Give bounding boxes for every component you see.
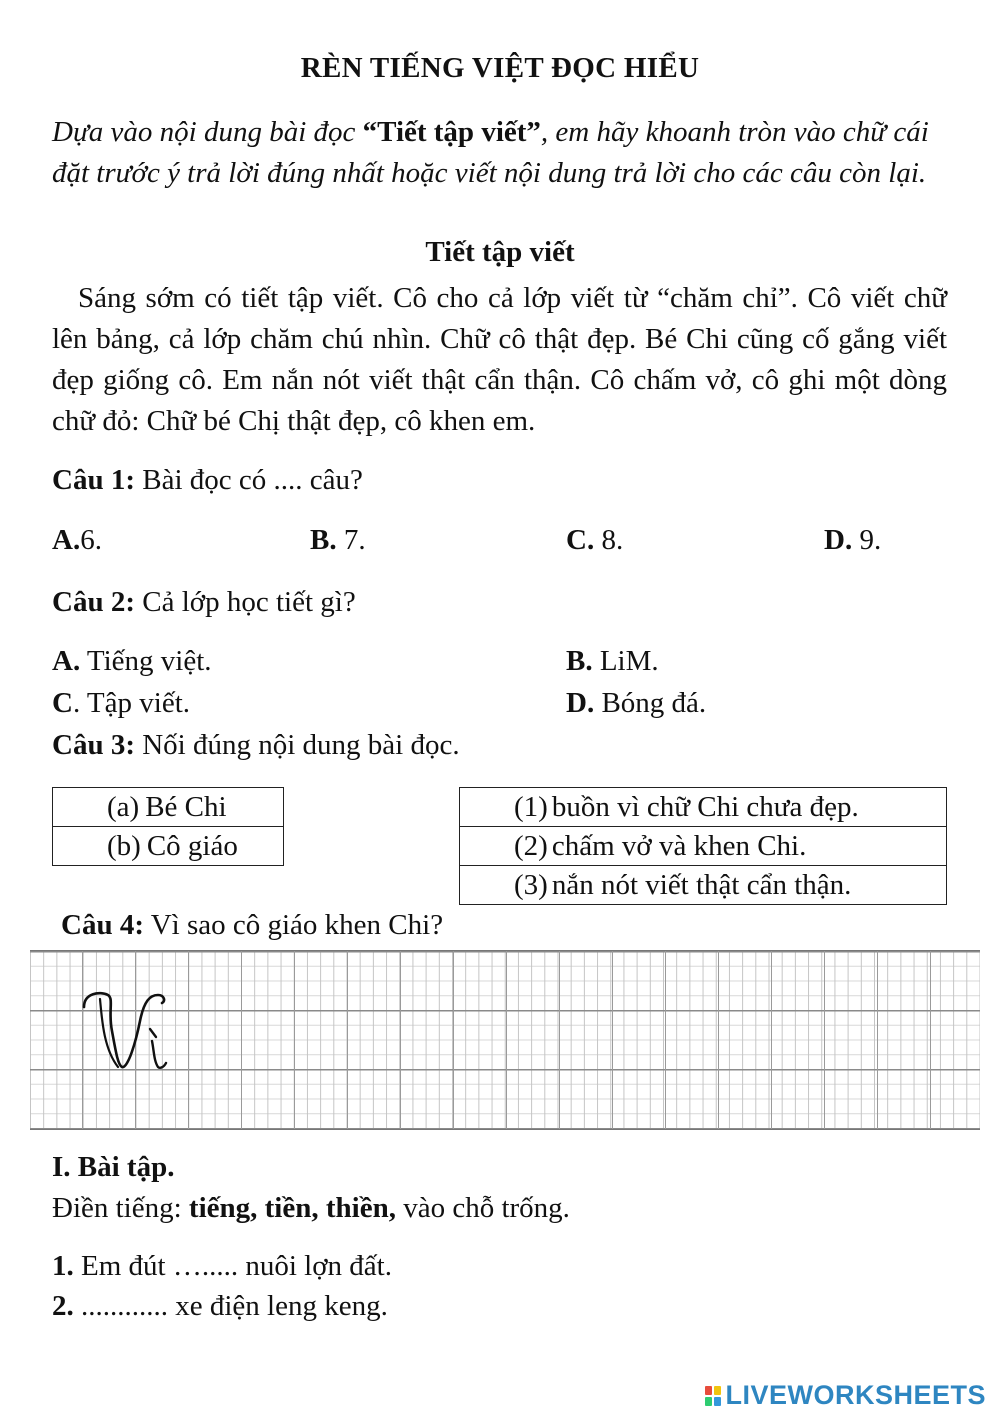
handwritten-word-vi-sample (78, 981, 178, 1081)
question-2-text: Cả lớp học tiết gì? (134, 586, 356, 618)
q2-option-c-text: . Tập viết. (72, 687, 191, 719)
q2-option-a[interactable] (52, 645, 212, 678)
grid-major-line (877, 951, 878, 1129)
match-right-key-2: (2) (514, 830, 548, 862)
grid-major-line (665, 951, 666, 1129)
exercise-instruction-suffix: vào chỗ trống. (395, 1192, 570, 1224)
q2-option-a-letter: A. (52, 645, 81, 677)
grid-major-line (453, 951, 454, 1129)
grid-major-line (347, 951, 348, 1129)
match-left-key-a: (a) (107, 791, 140, 823)
q1-option-d-text: 9. (852, 524, 882, 556)
question-3-text: Nối đúng nội dung bài đọc. (134, 729, 460, 761)
grid-major-line (188, 951, 189, 1129)
match-right-cell-3[interactable] (460, 866, 947, 905)
exercise-heading: I. Bài tập. (52, 1151, 175, 1183)
match-right-row-1[interactable] (460, 788, 947, 827)
match-right-text-2: chấm vở và khen Chi. (551, 830, 807, 862)
question-3-label: Câu 3: (52, 729, 135, 761)
q1-option-b-text: 7. (336, 524, 366, 556)
q1-option-c-text: 8. (594, 524, 624, 556)
story-passage (52, 278, 947, 442)
match-left-row-a[interactable] (53, 788, 284, 827)
match-left-cell-a[interactable] (53, 788, 284, 827)
grid-major-line (930, 951, 931, 1129)
match-left-row-b[interactable] (53, 827, 284, 866)
q2-option-d[interactable] (566, 687, 706, 720)
match-left-text-b: Cô giáo (146, 830, 238, 862)
grid-major-line (612, 951, 613, 1129)
q2-option-a-text: Tiếng việt. (80, 645, 212, 677)
question-3 (52, 729, 460, 762)
instruction-text (52, 112, 952, 194)
match-right-text-3: nắn nót viết thật cẩn thận. (551, 869, 852, 901)
match-right-text-1: buồn vì chữ Chi chưa đẹp. (551, 791, 859, 823)
logo-square-icon (714, 1397, 721, 1406)
q1-option-c-letter: C. (566, 524, 595, 556)
q1-option-b-letter: B. (310, 524, 337, 556)
grid-major-line (771, 951, 772, 1129)
q2-option-b[interactable] (566, 645, 659, 678)
grid-major-line (294, 951, 295, 1129)
question-1 (52, 464, 363, 497)
grid-major-line (506, 951, 507, 1129)
match-right-key-1: (1) (514, 791, 548, 823)
q2-option-d-letter: D. (566, 687, 595, 719)
q1-option-d[interactable] (824, 524, 881, 557)
logo-square-icon (705, 1386, 712, 1395)
q2-option-d-text: Bóng đá. (594, 687, 707, 719)
match-right-cell-1[interactable] (460, 788, 947, 827)
grid-major-line (824, 951, 825, 1129)
grid-major-line (718, 951, 719, 1129)
match-right-cell-2[interactable] (460, 827, 947, 866)
page-title: RÈN TIẾNG VIỆT ĐỌC HIỂU (300, 52, 700, 84)
liveworksheets-logo (705, 1380, 986, 1411)
q2-option-b-letter: B. (566, 645, 593, 677)
q1-option-c[interactable] (566, 524, 623, 557)
q1-option-a[interactable] (52, 524, 102, 557)
q1-option-d-letter: D. (824, 524, 853, 556)
question-4-text: Vì sao cô giáo khen Chi? (143, 909, 444, 941)
question-1-text: Bài đọc có .... câu? (134, 464, 363, 496)
matching-left-table (52, 787, 284, 866)
q2-option-b-text: LiM. (592, 645, 659, 677)
q1-option-a-letter: A. (52, 524, 81, 556)
handwriting-answer-grid[interactable] (30, 950, 980, 1130)
question-2 (52, 586, 356, 619)
match-right-key-3: (3) (514, 869, 548, 901)
q2-option-c-letter: C (52, 687, 73, 719)
q1-option-b[interactable] (310, 524, 366, 557)
question-4-label: Câu 4: (61, 909, 144, 941)
exercise-item-2-text: ............ xe điện leng keng. (73, 1290, 388, 1322)
instruction-part1: Dựa vào nội dung bài đọc (52, 116, 363, 148)
grid-major-line (241, 951, 242, 1129)
question-2-label: Câu 2: (52, 586, 135, 618)
match-right-row-2[interactable] (460, 827, 947, 866)
grid-major-line (559, 951, 560, 1129)
q1-option-a-text: 6. (80, 524, 102, 556)
question-4 (61, 909, 443, 942)
liveworksheets-logo-text: LIVEWORKSHEETS (725, 1380, 986, 1410)
exercise-word-choices: tiếng, tiền, thiền, (188, 1192, 396, 1224)
exercise-item-2[interactable] (52, 1290, 388, 1323)
liveworksheets-logo-icon (705, 1386, 721, 1406)
grid-major-line (400, 951, 401, 1129)
exercise-item-1-text: Em đút …..... nuôi lợn đất. (73, 1250, 392, 1282)
exercise-item-1[interactable] (52, 1250, 392, 1283)
story-title: Tiết tập viết (425, 236, 575, 268)
exercise-item-1-number: 1. (52, 1250, 74, 1282)
match-right-row-3[interactable] (460, 866, 947, 905)
logo-square-icon (705, 1397, 712, 1406)
logo-square-icon (714, 1386, 721, 1395)
exercise-instruction-prefix: Điền tiếng: (52, 1192, 189, 1224)
match-left-text-a: Bé Chi (145, 791, 227, 823)
matching-right-table (459, 787, 947, 905)
story-text: Sáng sớm có tiết tập viết. Cô cho cả lớp viết từ “chăm chỉ”. Cô viết chữ lên bảng, cả lớp chăm chú nhìn. Chữ cô thật đẹp. Bé Chi cũng cố gắng viết đẹp giống cô. Em nắn nót viết thật cẩn thận. Cô chấm vở, cô ghi một dòng chữ đỏ: Chữ bé Chị thật đẹp, cô khen em. (52, 282, 947, 437)
q2-option-c[interactable] (52, 687, 190, 720)
exercise-instruction (52, 1192, 570, 1225)
instruction-part2: , em hãy khoanh tròn vào chữ cái đặt trước ý trả lời đúng nhất hoặc viết nội dung trả lời cho các câu còn lại. (52, 116, 929, 189)
match-left-cell-b[interactable] (53, 827, 284, 866)
match-left-key-b: (b) (107, 830, 141, 862)
instruction-story-name: “Tiết tập viết” (362, 116, 541, 148)
exercise-item-2-number: 2. (52, 1290, 74, 1322)
question-1-label: Câu 1: (52, 464, 135, 496)
